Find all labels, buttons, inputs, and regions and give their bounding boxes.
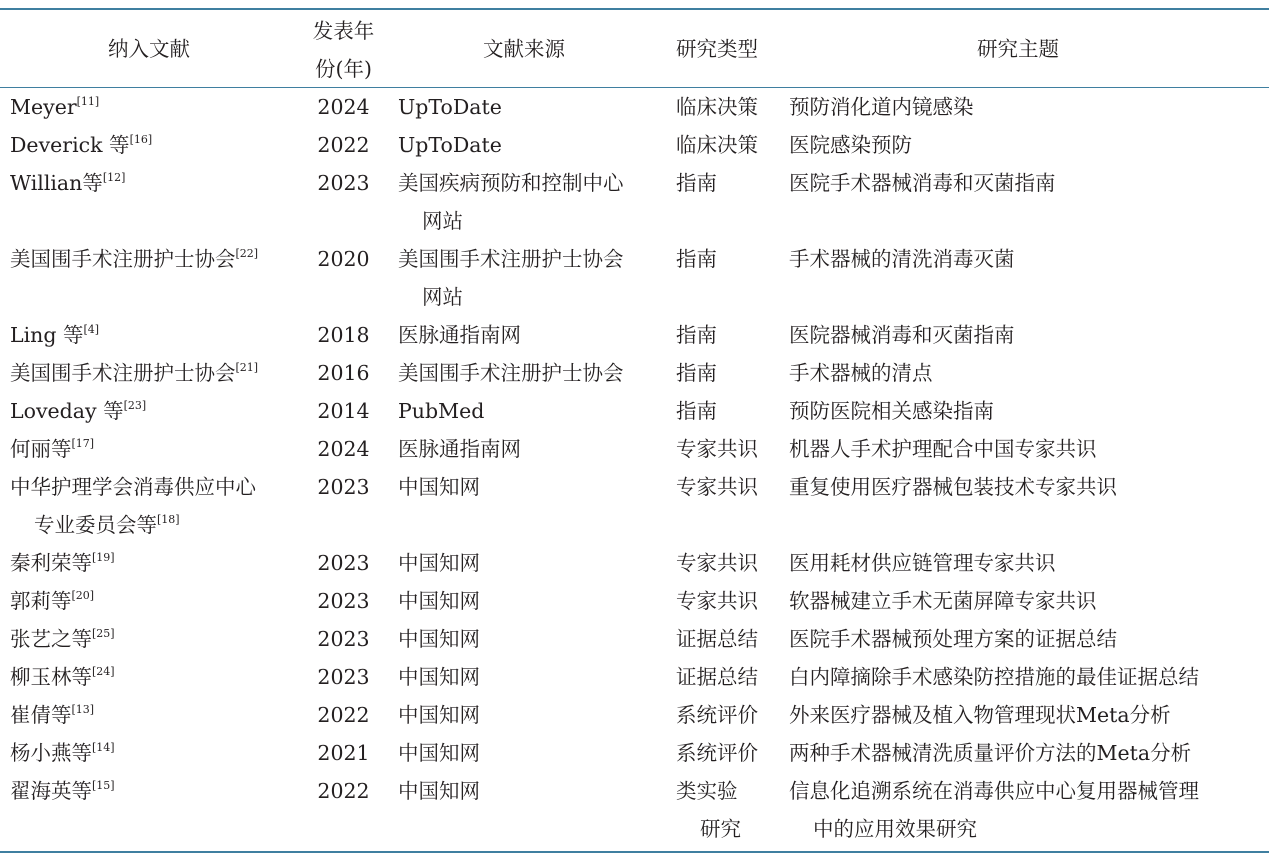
header-publication-year-line2: 份(年) (315, 57, 372, 81)
year-cell: 2023 (317, 551, 370, 575)
study-topic-cell: 预防消化道内镜感染 (789, 95, 974, 119)
reference-number: [23] (123, 399, 147, 412)
author-name: Deverick 等 (10, 133, 130, 157)
source-cell: 中国知网 (398, 551, 480, 575)
source-cell-continued: 网站 (422, 285, 463, 309)
reference-number: [4] (83, 323, 100, 336)
study-topic-cell: 重复使用医疗器械包装技术专家共识 (789, 475, 1117, 499)
author-cell (10, 126, 152, 164)
reference-number: [14] (92, 741, 115, 754)
author-name: 张艺之等 (10, 627, 92, 651)
source-cell: 中国知网 (398, 627, 480, 651)
year-cell: 2016 (317, 361, 370, 385)
reference-number: [16] (129, 133, 153, 146)
author-cell (10, 772, 115, 810)
author-name: 杨小燕等 (10, 741, 92, 765)
author-name-continued: 专业委员会等 (34, 513, 157, 537)
author-name: 美国围手术注册护士协会 (10, 247, 236, 271)
study-type-cell: 临床决策 (676, 95, 758, 119)
source-cell: 中国知网 (398, 475, 480, 499)
reference-number: [18] (157, 513, 180, 526)
study-type-cell: 专家共识 (676, 475, 758, 499)
year-cell: 2020 (317, 247, 370, 271)
study-topic-cell: 软器械建立手术无菌屏障专家共识 (789, 589, 1097, 613)
year-cell: 2022 (317, 703, 370, 727)
author-cell (10, 544, 115, 582)
study-type-cell: 指南 (676, 247, 717, 271)
study-type-cell: 类实验 (676, 779, 738, 803)
author-cell (10, 164, 125, 202)
study-type-cell: 专家共识 (676, 437, 758, 461)
study-topic-cell: 信息化追溯系统在消毒供应中心复用器械管理 (789, 779, 1199, 803)
author-cell (10, 734, 115, 772)
author-name: 美国围手术注册护士协会 (10, 361, 236, 385)
year-cell: 2022 (317, 779, 370, 803)
study-topic-cell: 医院感染预防 (789, 133, 912, 157)
reference-number: [24] (92, 665, 115, 678)
author-name: Loveday 等 (10, 399, 124, 423)
study-type-cell: 专家共识 (676, 589, 758, 613)
source-cell: UpToDate (398, 95, 502, 119)
header-literature-source: 文献来源 (483, 37, 565, 61)
reference-number: [11] (76, 95, 100, 108)
source-cell: 医脉通指南网 (398, 323, 521, 347)
reference-number: [25] (92, 627, 115, 640)
year-cell: 2023 (317, 589, 370, 613)
author-name: 秦利荣等 (10, 551, 92, 575)
author-cell (10, 658, 115, 696)
study-type-cell: 系统评价 (676, 741, 758, 765)
year-cell: 2024 (317, 95, 370, 119)
header-study-type: 研究类型 (676, 37, 758, 61)
source-cell: 中国知网 (398, 703, 480, 727)
table-header-rule (0, 87, 1269, 88)
source-cell: 中国知网 (398, 741, 480, 765)
year-cell: 2018 (317, 323, 370, 347)
reference-number: [13] (71, 703, 95, 716)
reference-number: [17] (71, 437, 95, 450)
header-publication-year-line1: 发表年 (312, 19, 375, 43)
year-cell: 2022 (317, 133, 370, 157)
table-bottom-rule (0, 851, 1269, 853)
study-topic-cell: 医用耗材供应链管理专家共识 (789, 551, 1056, 575)
author-cell (10, 430, 94, 468)
study-topic-cell: 两种手术器械清洗质量评价方法的Meta分析 (789, 741, 1192, 765)
source-cell: 中国知网 (398, 665, 480, 689)
study-type-cell: 证据总结 (676, 665, 758, 689)
study-topic-cell-continued: 中的应用效果研究 (813, 817, 977, 841)
reference-number: [15] (92, 779, 115, 792)
study-topic-cell: 手术器械的清点 (789, 361, 933, 385)
year-cell: 2023 (317, 171, 370, 195)
study-type-cell: 系统评价 (676, 703, 758, 727)
source-cell: 美国疾病预防和控制中心 (398, 171, 624, 195)
author-name: 郭莉等 (10, 589, 72, 613)
author-cell (10, 240, 258, 278)
year-cell: 2014 (317, 399, 370, 423)
source-cell: PubMed (398, 399, 485, 423)
study-type-cell: 专家共识 (676, 551, 758, 575)
author-cell (10, 620, 115, 658)
study-type-cell: 指南 (676, 171, 717, 195)
study-type-cell: 指南 (676, 399, 717, 423)
author-name: Ling 等 (10, 323, 84, 347)
reference-number: [19] (92, 551, 115, 564)
author-cell (10, 696, 94, 734)
study-topic-cell: 外来医疗器械及植入物管理现状Meta分析 (789, 703, 1171, 727)
source-cell: UpToDate (398, 133, 502, 157)
source-cell: 医脉通指南网 (398, 437, 521, 461)
study-topic-cell: 白内障摘除手术感染防控措施的最佳证据总结 (789, 665, 1199, 689)
author-name: Willian等 (10, 171, 103, 195)
header-study-topic: 研究主题 (977, 37, 1059, 61)
author-cell-continued (10, 506, 180, 544)
author-name: Meyer (10, 95, 77, 119)
year-cell: 2021 (317, 741, 370, 765)
table-top-rule (0, 8, 1269, 10)
year-cell: 2024 (317, 437, 370, 461)
study-topic-cell: 医院手术器械预处理方案的证据总结 (789, 627, 1117, 651)
author-name: 中华护理学会消毒供应中心 (10, 475, 256, 499)
reference-number: [12] (102, 171, 126, 184)
study-type-cell: 临床决策 (676, 133, 758, 157)
study-type-cell: 证据总结 (676, 627, 758, 651)
study-topic-cell: 预防医院相关感染指南 (789, 399, 994, 423)
header-included-literature: 纳入文献 (108, 37, 190, 61)
source-cell: 美国围手术注册护士协会 (398, 247, 624, 271)
author-cell (10, 582, 94, 620)
study-type-cell-continued: 研究 (700, 817, 741, 841)
author-cell (10, 316, 99, 354)
study-topic-cell: 医院器械消毒和灭菌指南 (789, 323, 1015, 347)
source-cell: 美国围手术注册护士协会 (398, 361, 624, 385)
author-cell (10, 392, 146, 430)
year-cell: 2023 (317, 475, 370, 499)
reference-number: [22] (235, 247, 259, 260)
reference-number: [20] (71, 589, 95, 602)
author-name: 柳玉林等 (10, 665, 92, 689)
author-cell (10, 468, 256, 506)
author-name: 翟海英等 (10, 779, 92, 803)
year-cell: 2023 (317, 627, 370, 651)
source-cell-continued: 网站 (422, 209, 463, 233)
author-cell (10, 88, 99, 126)
study-topic-cell: 机器人手术护理配合中国专家共识 (789, 437, 1097, 461)
reference-number: [21] (235, 361, 259, 374)
study-type-cell: 指南 (676, 323, 717, 347)
author-name: 何丽等 (10, 437, 72, 461)
study-topic-cell: 医院手术器械消毒和灭菌指南 (789, 171, 1056, 195)
year-cell: 2023 (317, 665, 370, 689)
author-cell (10, 354, 258, 392)
author-name: 崔倩等 (10, 703, 72, 727)
source-cell: 中国知网 (398, 589, 480, 613)
source-cell: 中国知网 (398, 779, 480, 803)
study-topic-cell: 手术器械的清洗消毒灭菌 (789, 247, 1015, 271)
study-type-cell: 指南 (676, 361, 717, 385)
